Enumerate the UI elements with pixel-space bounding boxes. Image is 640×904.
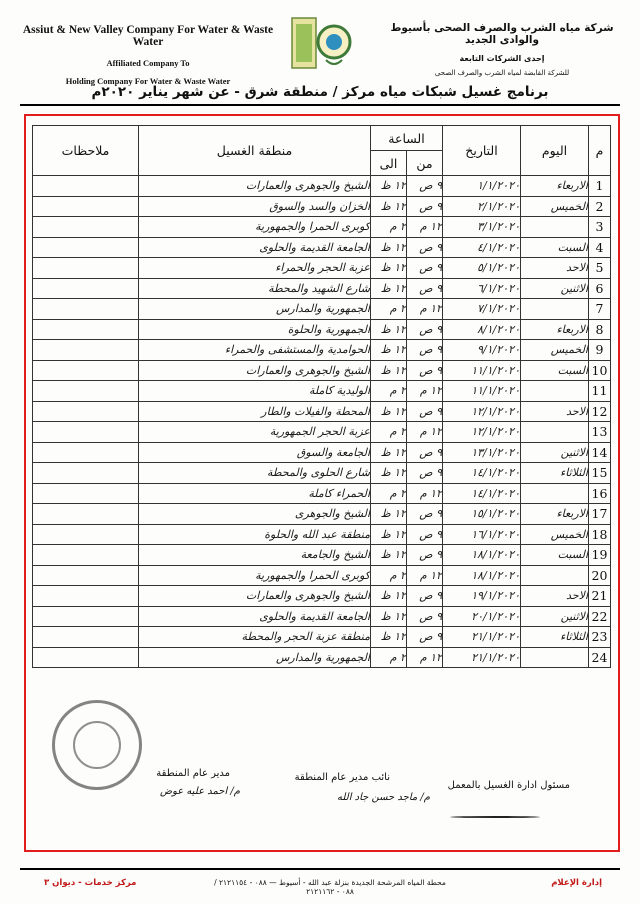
- deputy-name: م/ ماجد حسن جاد الله: [336, 792, 430, 803]
- row-area: الجمهورية والحلوة: [139, 319, 371, 340]
- row-day: الاحد: [521, 586, 589, 607]
- row-time-to: ٢ م: [371, 217, 407, 238]
- header-time: الساعة: [371, 126, 443, 151]
- header-area: منطقة الغسيل: [139, 126, 371, 176]
- row-number: 8: [589, 319, 611, 340]
- row-time-to: ١٢ ظ: [371, 545, 407, 566]
- row-date: ٢٠/١/٢٠٢٠: [443, 606, 521, 627]
- footer-address: محطة المياه المرشحة الجديدة بنزلة عبد الله - أسيوط — ٠٨٨ - ٢١٢١١٥٤ / ٠٨٨ - ٢١٢١١٦٢: [214, 878, 446, 896]
- row-number: 6: [589, 278, 611, 299]
- row-time-to: ٢ م: [371, 565, 407, 586]
- table-row: [33, 565, 611, 586]
- row-area: الجامعة القديمة والحلوى: [139, 237, 371, 258]
- row-area: الشيخ والجوهرى: [139, 504, 371, 525]
- row-area: الوليدية كاملة: [139, 381, 371, 402]
- row-notes: [33, 524, 139, 545]
- letterhead-english: [8, 24, 288, 86]
- washing-schedule-table: [32, 125, 611, 668]
- row-number: 17: [589, 504, 611, 525]
- row-area: الجامعة القديمة والحلوى: [139, 606, 371, 627]
- row-notes: [33, 586, 139, 607]
- row-day: الاثنين: [521, 606, 589, 627]
- company-name-en: Assiut & New Valley Company For Water & Waste Water: [22, 24, 274, 48]
- row-time-to: ١٢ ظ: [371, 606, 407, 627]
- row-day: الخميس: [521, 196, 589, 217]
- table-row: [33, 381, 611, 402]
- title-divider: [20, 104, 620, 106]
- row-time-to: ١٢ ظ: [371, 340, 407, 361]
- row-area: الشيخ والجوهرى والعمارات: [139, 360, 371, 381]
- row-notes: [33, 360, 139, 381]
- row-time-from: ١٢ م: [407, 422, 443, 443]
- row-area: منطقة عزبة الحجر والمحطة: [139, 627, 371, 648]
- row-day: [521, 565, 589, 586]
- row-number: 23: [589, 627, 611, 648]
- table-row: [33, 401, 611, 422]
- row-date: ١٥/١/٢٠٢٠: [443, 504, 521, 525]
- header-from: من: [407, 151, 443, 176]
- row-day: الثلاثاء: [521, 463, 589, 484]
- table-row: [33, 278, 611, 299]
- row-time-to: ١٢ ظ: [371, 524, 407, 545]
- row-date: ١٩/١/٢٠٢٠: [443, 586, 521, 607]
- table-row: [33, 360, 611, 381]
- row-day: [521, 217, 589, 238]
- row-number: 10: [589, 360, 611, 381]
- holding-company-en: Holding Company For Water & Waste Water: [65, 76, 231, 86]
- row-number: 22: [589, 606, 611, 627]
- row-number: 4: [589, 237, 611, 258]
- row-notes: [33, 258, 139, 279]
- row-notes: [33, 401, 139, 422]
- row-day: الاثنين: [521, 278, 589, 299]
- row-time-from: ٩ ص: [407, 176, 443, 197]
- table-row: [33, 217, 611, 238]
- row-notes: [33, 278, 139, 299]
- table-row: [33, 340, 611, 361]
- document-title: برنامج غسيل شبكات مياه مركز / منطقة شرق - عن شهر يناير ٢٠٢٠م: [91, 84, 549, 100]
- row-number: 3: [589, 217, 611, 238]
- table-row: [33, 545, 611, 566]
- row-time-to: ١٢ ظ: [371, 319, 407, 340]
- row-time-from: ١٢ م: [407, 647, 443, 668]
- row-time-to: ٢ م: [371, 381, 407, 402]
- row-area: الحوامدية والمستشفى والحمراء: [139, 340, 371, 361]
- row-notes: [33, 504, 139, 525]
- row-date: ١٦/١/٢٠٢٠: [443, 524, 521, 545]
- row-time-to: ٢ م: [371, 483, 407, 504]
- signature-block: [40, 760, 600, 850]
- row-time-from: ٩ ص: [407, 401, 443, 422]
- row-number: 21: [589, 586, 611, 607]
- table-row: [33, 483, 611, 504]
- row-day: الاربعاء: [521, 319, 589, 340]
- row-number: 11: [589, 381, 611, 402]
- row-notes: [33, 545, 139, 566]
- row-day: [521, 299, 589, 320]
- row-date: ١٨/١/٢٠٢٠: [443, 545, 521, 566]
- row-date: ١١/١/٢٠٢٠: [443, 381, 521, 402]
- row-day: [521, 483, 589, 504]
- row-time-from: ٩ ص: [407, 442, 443, 463]
- row-number: 5: [589, 258, 611, 279]
- row-area: شارع الحلوى والمحطة: [139, 463, 371, 484]
- row-area: المحطة والفيلات والطار: [139, 401, 371, 422]
- row-time-from: ٩ ص: [407, 319, 443, 340]
- header-day: اليوم: [521, 126, 589, 176]
- row-number: 7: [589, 299, 611, 320]
- row-time-from: ٩ ص: [407, 340, 443, 361]
- row-day: الثلاثاء: [521, 627, 589, 648]
- letterhead-arabic: [372, 22, 632, 77]
- row-day: [521, 381, 589, 402]
- row-time-to: ١٢ ظ: [371, 504, 407, 525]
- row-area: الشيخ والجوهرى والعمارات: [139, 176, 371, 197]
- row-date: ١٢/١/٢٠٢٠: [443, 401, 521, 422]
- row-notes: [33, 340, 139, 361]
- header-date: التاريخ: [443, 126, 521, 176]
- row-time-to: ١٢ ظ: [371, 258, 407, 279]
- table-header-row: [33, 126, 611, 151]
- row-notes: [33, 381, 139, 402]
- row-date: ٦/١/٢٠٢٠: [443, 278, 521, 299]
- row-area: عزبة الحجر والحمراء: [139, 258, 371, 279]
- table-row: [33, 647, 611, 668]
- row-date: ١١/١/٢٠٢٠: [443, 360, 521, 381]
- row-day: الخميس: [521, 340, 589, 361]
- row-notes: [33, 299, 139, 320]
- row-time-to: ٢ م: [371, 299, 407, 320]
- row-time-from: ٩ ص: [407, 524, 443, 545]
- row-date: ٨/١/٢٠٢٠: [443, 319, 521, 340]
- row-time-from: ٩ ص: [407, 196, 443, 217]
- row-day: [521, 647, 589, 668]
- row-time-from: ٩ ص: [407, 360, 443, 381]
- table-row: [33, 258, 611, 279]
- row-number: 14: [589, 442, 611, 463]
- row-time-from: ٩ ص: [407, 606, 443, 627]
- row-time-from: ٩ ص: [407, 545, 443, 566]
- row-number: 2: [589, 196, 611, 217]
- row-time-to: ١٢ ظ: [371, 401, 407, 422]
- row-notes: [33, 483, 139, 504]
- row-number: 12: [589, 401, 611, 422]
- row-time-to: ١٢ ظ: [371, 196, 407, 217]
- general-manager-label: مدير عام المنطقة: [156, 768, 230, 779]
- row-number: 20: [589, 565, 611, 586]
- header-num: م: [589, 126, 611, 176]
- row-date: ١/١/٢٠٢٠: [443, 176, 521, 197]
- holding-company-ar: للشركة القابضة لمياه الشرب والصرف الصحى: [434, 69, 570, 77]
- row-day: السبت: [521, 237, 589, 258]
- row-time-to: ١٢ ظ: [371, 278, 407, 299]
- row-number: 1: [589, 176, 611, 197]
- row-time-to: ١٢ ظ: [371, 627, 407, 648]
- row-date: ٢١/١/٢٠٢٠: [443, 647, 521, 668]
- row-time-to: ١٢ ظ: [371, 176, 407, 197]
- table-row: [33, 586, 611, 607]
- row-time-from: ٩ ص: [407, 504, 443, 525]
- row-time-to: ١٢ ظ: [371, 442, 407, 463]
- row-date: ٥/١/٢٠٢٠: [443, 258, 521, 279]
- header-to: الى: [371, 151, 407, 176]
- row-time-to: ١٢ ظ: [371, 586, 407, 607]
- row-notes: [33, 319, 139, 340]
- row-notes: [33, 422, 139, 443]
- row-notes: [33, 606, 139, 627]
- table-row: [33, 176, 611, 197]
- row-area: الجامعة والسوق: [139, 442, 371, 463]
- footer-department: إدارة الإعلام: [551, 878, 602, 888]
- row-date: ١٨/١/٢٠٢٠: [443, 565, 521, 586]
- row-notes: [33, 565, 139, 586]
- row-time-to: ١٢ ظ: [371, 360, 407, 381]
- row-number: 15: [589, 463, 611, 484]
- table-row: [33, 524, 611, 545]
- row-time-to: ١٢ ظ: [371, 237, 407, 258]
- letterhead: [0, 0, 640, 86]
- table-row: [33, 442, 611, 463]
- row-time-to: ٢ م: [371, 647, 407, 668]
- row-day: الخميس: [521, 524, 589, 545]
- deputy-manager-label: نائب مدير عام المنطقة: [294, 772, 390, 783]
- row-day: الاثنين: [521, 442, 589, 463]
- row-notes: [33, 217, 139, 238]
- row-date: ٧/١/٢٠٢٠: [443, 299, 521, 320]
- row-number: 19: [589, 545, 611, 566]
- row-number: 24: [589, 647, 611, 668]
- row-number: 13: [589, 422, 611, 443]
- row-date: ١٤/١/٢٠٢٠: [443, 483, 521, 504]
- row-time-from: ٩ ص: [407, 463, 443, 484]
- row-day: السبت: [521, 360, 589, 381]
- row-notes: [33, 196, 139, 217]
- table-row: [33, 504, 611, 525]
- lab-supervisor-label: مسئول ادارة الغسيل بالمعمل: [447, 780, 570, 791]
- row-date: ١٣/١/٢٠٢٠: [443, 442, 521, 463]
- row-date: ١٢/١/٢٠٢٠: [443, 422, 521, 443]
- company-name-ar: شركة مياه الشرب والصرف الصحى بأسيوط والوادى الجديد: [390, 22, 614, 46]
- manager-name: م/ احمد عليه عوض: [160, 786, 240, 797]
- row-date: ٤/١/٢٠٢٠: [443, 237, 521, 258]
- row-area: الخزان والسد والسوق: [139, 196, 371, 217]
- row-time-to: ١٢ ظ: [371, 463, 407, 484]
- row-area: كوبرى الحمرا والجمهورية: [139, 565, 371, 586]
- row-time-from: ١٢ م: [407, 299, 443, 320]
- row-notes: [33, 647, 139, 668]
- table-row: [33, 606, 611, 627]
- row-number: 16: [589, 483, 611, 504]
- row-time-from: ٩ ص: [407, 586, 443, 607]
- row-area: شارع الشهيد والمحطة: [139, 278, 371, 299]
- table-row: [33, 627, 611, 648]
- footer-divider: [20, 868, 620, 870]
- lab-signature: [450, 816, 540, 818]
- table-row: [33, 299, 611, 320]
- table-row: [33, 319, 611, 340]
- company-logo: [290, 14, 352, 74]
- table-row: [33, 196, 611, 217]
- row-time-from: ٩ ص: [407, 278, 443, 299]
- row-date: ٩/١/٢٠٢٠: [443, 340, 521, 361]
- row-day: السبت: [521, 545, 589, 566]
- row-day: [521, 422, 589, 443]
- row-notes: [33, 442, 139, 463]
- row-date: ١٤/١/٢٠٢٠: [443, 463, 521, 484]
- row-area: الجمهورية والمدارس: [139, 647, 371, 668]
- row-time-to: ٢ م: [371, 422, 407, 443]
- row-day: الاربعاء: [521, 176, 589, 197]
- footer-office: مركز خدمات - ديوان ٣: [44, 878, 137, 888]
- row-time-from: ١٢ م: [407, 217, 443, 238]
- row-area: الجمهورية والمدارس: [139, 299, 371, 320]
- row-time-from: ٩ ص: [407, 258, 443, 279]
- row-area: كوبرى الحمرا والجمهورية: [139, 217, 371, 238]
- row-time-from: ١٢ م: [407, 483, 443, 504]
- row-day: الاحد: [521, 401, 589, 422]
- row-time-from: ٩ ص: [407, 237, 443, 258]
- table-row: [33, 422, 611, 443]
- row-notes: [33, 176, 139, 197]
- row-notes: [33, 463, 139, 484]
- table-row: [33, 237, 611, 258]
- affiliation-en: Affiliated Company To: [106, 58, 190, 68]
- header-notes: ملاحظات: [33, 126, 139, 176]
- row-day: الاحد: [521, 258, 589, 279]
- row-time-from: ٩ ص: [407, 627, 443, 648]
- row-area: الحمراء كاملة: [139, 483, 371, 504]
- row-date: ٣/١/٢٠٢٠: [443, 217, 521, 238]
- row-date: ٢/١/٢٠٢٠: [443, 196, 521, 217]
- row-day: الاربعاء: [521, 504, 589, 525]
- row-number: 9: [589, 340, 611, 361]
- row-notes: [33, 237, 139, 258]
- row-time-from: ١٢ م: [407, 565, 443, 586]
- row-area: الشيخ والجامعة: [139, 545, 371, 566]
- row-area: الشيخ والجوهرى والعمارات: [139, 586, 371, 607]
- row-time-from: ١٢ م: [407, 381, 443, 402]
- row-date: ٢١/١/٢٠٢٠: [443, 627, 521, 648]
- row-notes: [33, 627, 139, 648]
- row-area: عزبة الحجر الجمهورية: [139, 422, 371, 443]
- affiliation-ar: إحدى الشركات التابعة: [459, 54, 545, 63]
- row-number: 18: [589, 524, 611, 545]
- row-area: منطقة عبد الله والحلوة: [139, 524, 371, 545]
- table-row: [33, 463, 611, 484]
